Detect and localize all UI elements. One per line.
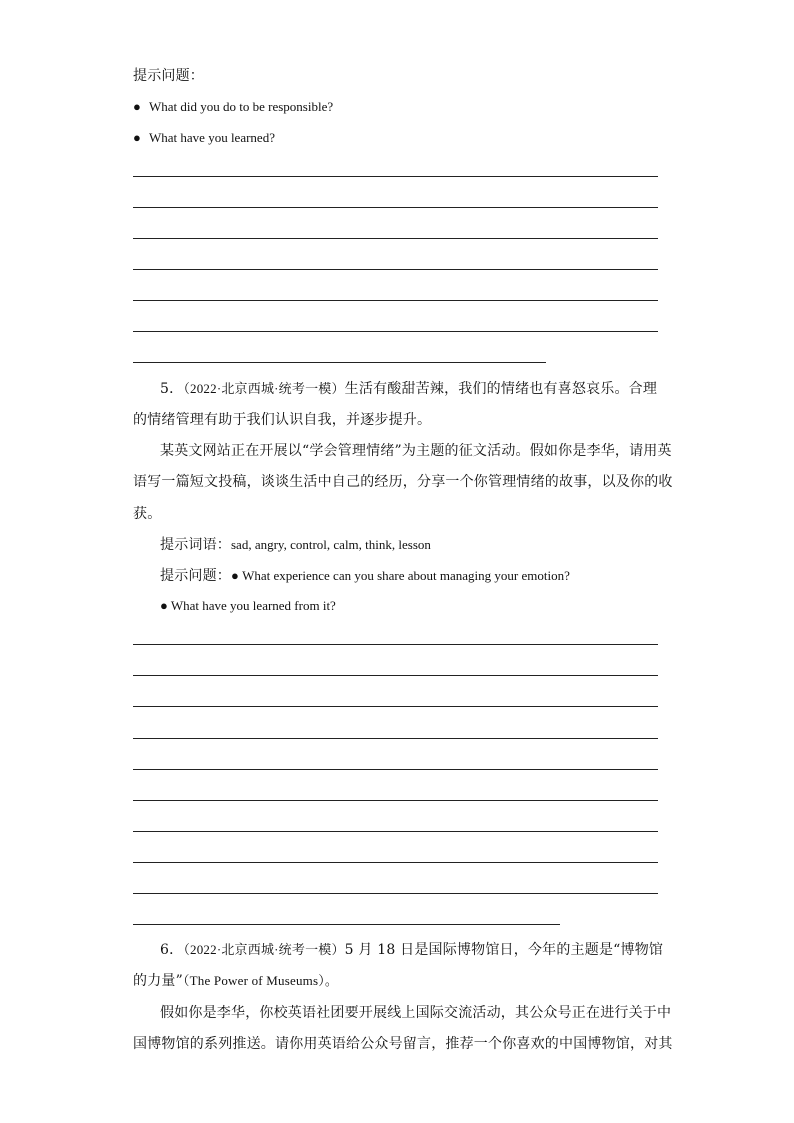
answer-line bbox=[133, 706, 658, 707]
q5-hint-words-label: 提示词语： bbox=[160, 537, 231, 553]
q5-hint-questions-label: 提示问题： bbox=[160, 568, 231, 584]
q4-hint-questions-label: 提示问题： bbox=[133, 68, 204, 84]
answer-line-short bbox=[133, 924, 560, 925]
q5-source: （2022·北京西城·统考一模） bbox=[183, 381, 345, 396]
answer-line bbox=[133, 269, 658, 270]
q5-prompt-text-1: 生活有酸甜苦辣，我们的情绪也有喜怒哀乐。合理 bbox=[344, 381, 658, 397]
q6-prompt-line-2 bbox=[133, 971, 338, 991]
q5-para2-line-2: 语写一篇短文投稿，谈谈生活中自己的经历，分享一个你管理情绪的故事，以及你的收 bbox=[133, 474, 673, 490]
answer-line bbox=[133, 800, 658, 801]
answer-line bbox=[133, 207, 658, 208]
q5-question-1-text: ● What experience can you share about managing your emotion? bbox=[231, 568, 570, 583]
q6-para2-line-1: 假如你是李华，你校英语社团要开展线上国际交流活动，其公众号正在进行关于中 bbox=[160, 1005, 672, 1021]
answer-line bbox=[133, 331, 658, 332]
q6-para2-line-2: 国博物馆的系列推送。请你用英语给公众号留言，推荐一个你喜欢的中国博物馆，对其 bbox=[133, 1036, 673, 1052]
answer-line bbox=[133, 738, 658, 739]
answer-line bbox=[133, 644, 658, 645]
q5-hint-question-2: ● What have you learned from it? bbox=[160, 598, 336, 613]
answer-line bbox=[133, 831, 658, 832]
q6-prompt-line-1 bbox=[160, 940, 663, 960]
q5-hint-question-1 bbox=[160, 566, 570, 586]
q5-hint-words bbox=[160, 535, 431, 555]
answer-line bbox=[133, 238, 658, 239]
q6-source: （2022·北京西城·统考一模） bbox=[183, 942, 345, 957]
q5-prompt-line-1 bbox=[160, 379, 657, 399]
answer-line-short bbox=[133, 362, 546, 363]
q4-bullet-1-text: What did you do to be responsible? bbox=[149, 99, 334, 114]
q5-hint-words-text: sad, angry, control, calm, think, lesson bbox=[231, 537, 431, 552]
bullet-icon: ● bbox=[133, 130, 141, 145]
answer-line bbox=[133, 769, 658, 770]
q5-number: 5． bbox=[160, 381, 184, 397]
bullet-icon: ● bbox=[133, 99, 141, 114]
q5-para2-line-3: 获。 bbox=[133, 506, 162, 522]
q4-bullet-2 bbox=[133, 129, 275, 147]
answer-line bbox=[133, 675, 658, 676]
answer-line bbox=[133, 176, 658, 177]
q5-prompt-line-2: 的情绪管理有助于我们认识自我，并逐步提升。 bbox=[133, 412, 432, 428]
q6-prompt-text-1: 5 月 18 日是国际博物馆日，今年的主题是“博物馆 bbox=[344, 942, 664, 958]
q4-bullet-1 bbox=[133, 98, 333, 116]
q6-number: 6． bbox=[160, 942, 184, 958]
answer-line bbox=[133, 862, 658, 863]
answer-line bbox=[133, 300, 658, 301]
answer-line bbox=[133, 893, 658, 894]
q4-bullet-2-text: What have you learned? bbox=[149, 130, 275, 145]
q6-prompt-text-2-cn: 的力量” bbox=[133, 973, 183, 989]
q6-prompt-text-2-en: （The Power of Museums）。 bbox=[182, 973, 339, 988]
q5-para2-line-1: 某英文网站正在开展以“学会管理情绪”为主题的征文活动。假如你是李华，请用英 bbox=[160, 443, 672, 459]
